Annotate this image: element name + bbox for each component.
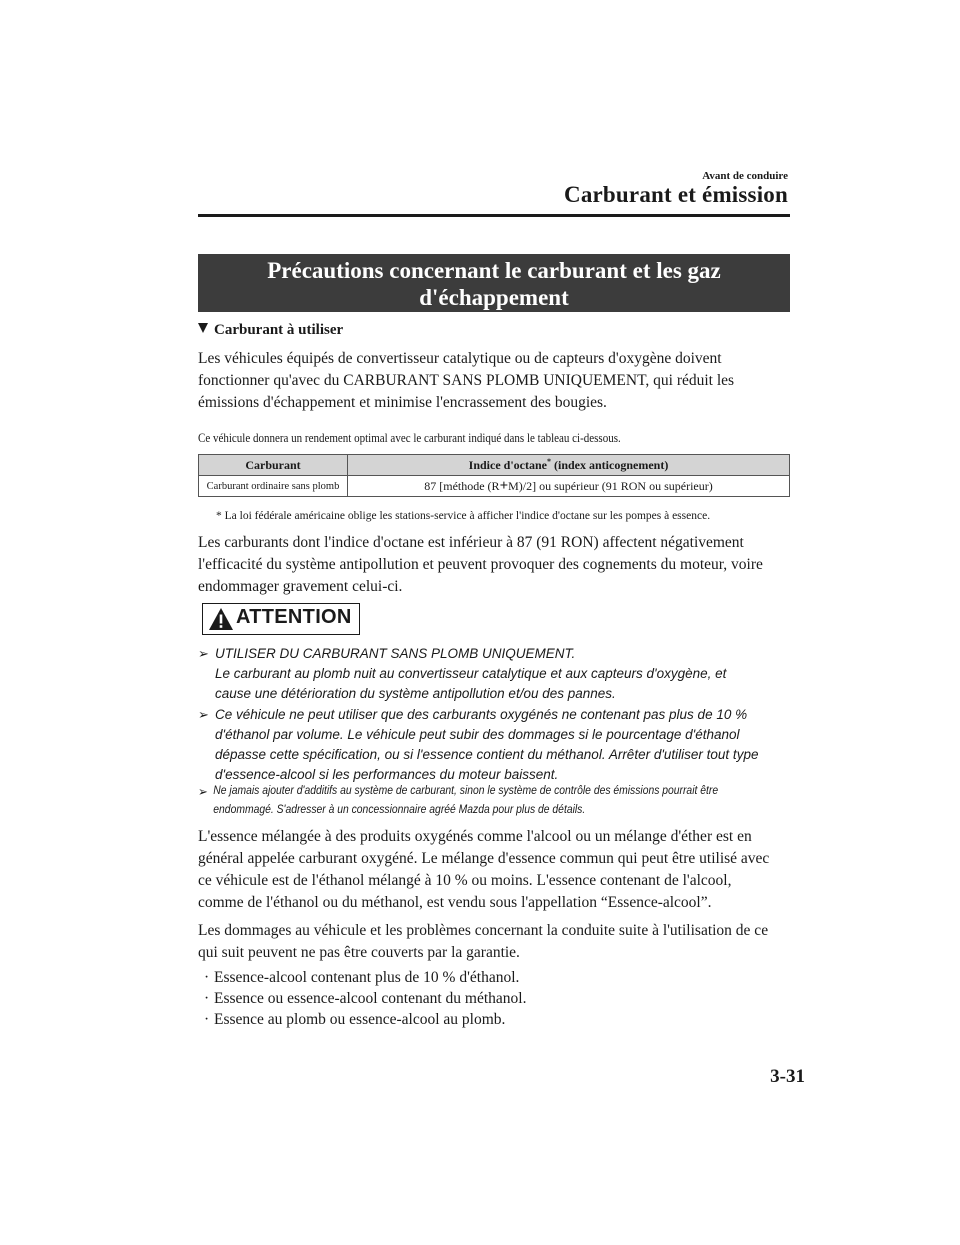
oxygenated-fuel-paragraph [198,826,790,914]
section-header: Avant de conduire [702,170,788,182]
bullet-dot: · [204,969,210,986]
attention-text: ATTENTION [236,606,352,628]
arrow-right-icon: ➢ [198,784,208,799]
intro-line: émissions d'échappement et minimise l'encrassement des bougies. [198,394,607,411]
banner-line-2: d'échappement [419,285,569,310]
cell-octane-b: M)/2] ou supérieur (91 RON ou supérieur) [508,478,713,493]
subheading [198,322,343,339]
bullet-dot: · [204,990,210,1007]
warning-line: Ce véhicule ne peut utiliser que des carburants oxygénés ne contenant pas plus de 10 % [215,707,748,722]
warning-line: d'essence-alcool si les performances du moteur baissent. [215,767,559,782]
warranty-paragraph [198,920,790,964]
cell-octane [348,476,790,497]
intro-paragraph [198,348,790,414]
para-line: endommager gravement celui-ci. [198,578,403,595]
warning-line: dépasse cette spécification, ou si l'essence contient du méthanol. Arrêter d'utiliser tout type [215,747,759,762]
para-line: Les carburants dont l'indice d'octane est inférieur à 87 (91 RON) affectent négativement [198,534,744,551]
octane-paragraph [198,532,790,598]
para-line: général appelée carburant oxygéné. Le mélange d'essence commun qui peut être utilisé avec [198,850,770,867]
para-line: ce véhicule est de l'éthanol mélangé à 10 % ou moins. L'essence contenant de l'alcool, [198,872,732,889]
intro-line: Les véhicules équipés de convertisseur catalytique ou de capteurs d'oxygène doivent [198,350,722,367]
para-line: comme de l'éthanol ou du méthanol, est vendu sous l'appellation “Essence-alcool”. [198,894,712,911]
arrow-right-icon: ➢ [198,707,209,722]
section-banner [198,254,790,312]
cell-octane-a: 87 [méthode (R [424,478,500,493]
header-octane [348,455,790,476]
warning-line: Le carburant au plomb nuit au convertisseur catalytique et aux capteurs d'oxygène, et [215,666,727,681]
para-line: l'efficacité du système antipollution et peuvent provoquer des cognements du moteur, voire [198,556,763,573]
warning-item [198,644,798,704]
warning-line: cause une détérioration du système antipollution et/ou des pannes. [215,686,616,701]
subheading-text: Carburant à utiliser [214,322,344,338]
page-number: 3-31 [770,1066,805,1087]
header-octane-suffix: (index anticognement) [551,458,669,472]
footnote [216,510,710,522]
fuel-table [198,454,790,497]
list-item [204,1009,526,1030]
list-item [204,988,526,1009]
attention-label [202,603,360,635]
warning-line: Ne jamais ajouter d'additifs au système de carburant, sinon le système de contrôle des émissions pourrait être [213,785,719,797]
arrow-right-icon: ➢ [198,646,209,661]
warning-item [198,782,774,820]
list-item [204,967,526,988]
table-note: Ce véhicule donnera un rendement optimal avec le carburant indiqué dans le tableau ci-dessous. [198,431,621,445]
table-row [199,476,790,497]
warning-line: endommagé. S'adresser à un concessionnaire agréé Mazda pour plus de détails. [213,804,586,816]
warning-line: d'éthanol par volume. Le véhicule peut subir des dommages si le pourcentage d'éthanol [215,727,740,742]
banner-line-1: Précautions concernant le carburant et les gaz [267,258,721,283]
footnote-text: La loi fédérale américaine oblige les stations-service à afficher l'indice d'octane sur les pompes à essence. [224,510,711,522]
bullet-dot: · [204,1011,210,1028]
list-item-text: Essence ou essence-alcool contenant du méthanol. [214,990,527,1007]
para-line: Les dommages au véhicule et les problèmes concernant la conduite suite à l'utilisation de ce [198,922,769,939]
cell-fuel: Carburant ordinaire sans plomb [199,476,348,497]
triangle-down-icon [198,323,208,333]
bullet-list [204,967,526,1030]
warning-line: UTILISER DU CARBURANT SANS PLOMB UNIQUEMENT. [215,646,576,661]
plus-icon: + [499,477,509,494]
list-item-text: Essence-alcool contenant plus de 10 % d'éthanol. [214,969,520,986]
header-octane-label: Indice d'octane [468,458,547,472]
intro-line: fonctionner qu'avec du CARBURANT SANS PLOMB UNIQUEMENT, qui réduit les [198,372,735,389]
table-header-row [199,455,790,476]
warning-item [198,705,798,785]
footnote-mark: * [547,457,551,466]
footnote-asterisk: * [216,510,222,522]
list-item-text: Essence au plomb ou essence-alcool au plomb. [214,1011,506,1028]
para-line: L'essence mélangée à des produits oxygénés comme l'alcool ou un mélange d'éther est en [198,828,752,845]
chapter-title: Carburant et émission [564,182,788,207]
warning-icon [208,607,234,631]
header-rule [198,214,790,217]
header-fuel: Carburant [199,455,348,476]
para-line: qui suit peuvent ne pas être couverts par la garantie. [198,944,520,961]
